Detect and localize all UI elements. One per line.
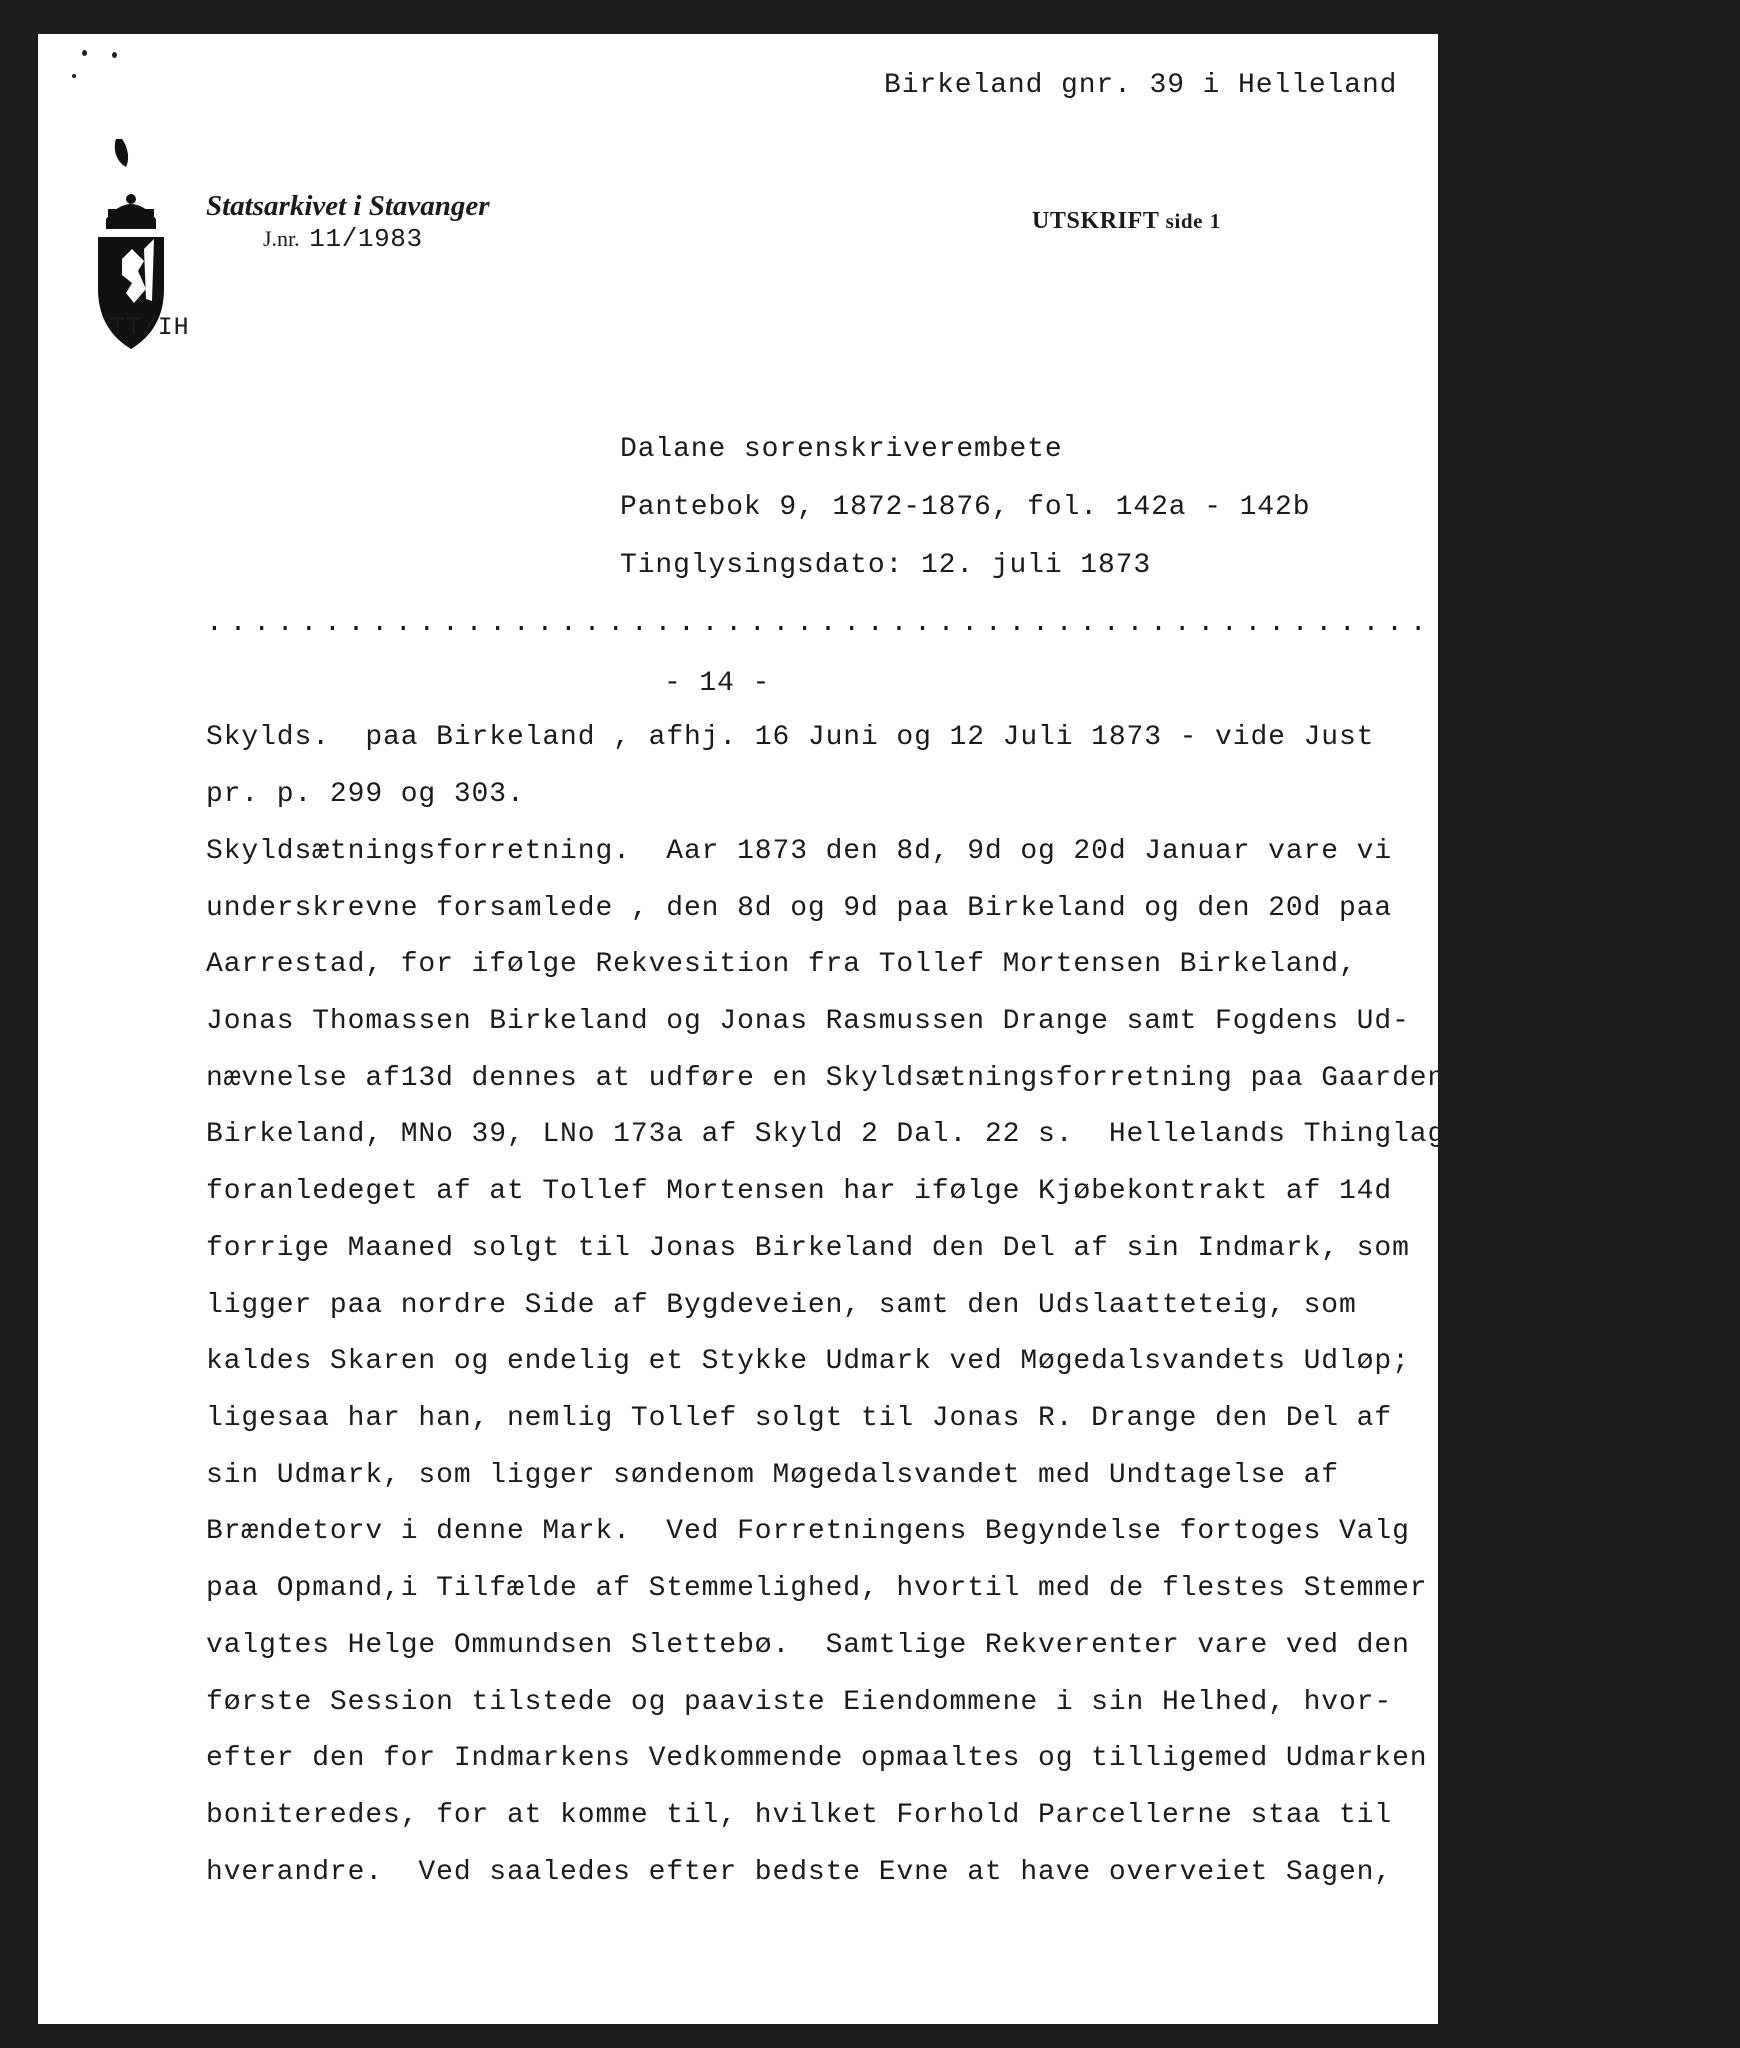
body-line: sin Udmark, som ligger søndenom Møgedalsvandet med Undtagelse af	[206, 1460, 1339, 1491]
body-line: valgtes Helge Ommundsen Slettebø. Samtlige Rekverenter vare ved den	[206, 1630, 1410, 1661]
document-page	[38, 34, 1740, 2024]
institution-name: Statsarkivet i Stavanger	[206, 190, 490, 222]
body-line: Skylds. paa Birkeland , afhj. 16 Juni og 12 Juli 1873 - vide Just	[206, 722, 1375, 753]
body-line: ligesaa har han, nemlig Tollef solgt til Jonas R. Drange den Del af	[206, 1403, 1393, 1434]
body-line: ligger paa nordre Side af Bygdeveien, samt den Udslaatteteig, som	[206, 1290, 1357, 1321]
journal-number-value: 11/1983	[309, 224, 423, 254]
entry-number: - 14 -	[664, 668, 771, 699]
body-line: boniteredes, for at komme til, hvilket Forhold Parcellerne staa til	[206, 1800, 1393, 1831]
journal-number	[263, 224, 423, 254]
body-line: hverandre. Ved saaledes efter bedste Evne at have overveiet Sagen,	[206, 1857, 1393, 1888]
property-reference: Birkeland gnr. 39 i Helleland	[884, 70, 1398, 101]
extract-page-label	[1032, 208, 1221, 235]
source-book: Pantebok 9, 1872-1876, fol. 142a - 142b	[620, 492, 1311, 523]
body-line: underskrevne forsamlede , den 8d og 9d paa Birkeland og den 20d paa	[206, 893, 1393, 924]
body-line: paa Opmand,i Tilfælde af Stemmelighed, hvortil med de flestes Stemmer	[206, 1573, 1428, 1604]
dotted-separator: .................................................................	[206, 608, 1740, 639]
source-office: Dalane sorenskriverembete	[620, 434, 1063, 465]
body-line: forrige Maaned solgt til Jonas Birkeland den Del af sin Indmark, som	[206, 1233, 1410, 1264]
extract-label: UTSKRIFT	[1032, 208, 1160, 234]
coat-of-arms-icon	[86, 89, 176, 289]
body-line: nævnelse af13d dennes at udføre en Skyldsætningsforretning paa Gaarden	[206, 1063, 1446, 1094]
journal-label: J.nr.	[263, 226, 300, 251]
registration-date: Tinglysingsdato: 12. juli 1873	[620, 550, 1152, 581]
body-line: kaldes Skaren og endelig et Stykke Udmark ved Møgedalsvandets Udløp;	[206, 1346, 1410, 1377]
scan-speck	[112, 52, 117, 58]
body-line: Skyldsætningsforretning. Aar 1873 den 8d, 9d og 20d Januar vare vi	[206, 836, 1393, 867]
body-line: Aarrestad, for ifølge Rekvesition fra Tollef Mortensen Birkeland,	[206, 949, 1357, 980]
side-label: side	[1165, 209, 1204, 233]
body-line: foranledeget af at Tollef Mortensen har ifølge Kjøbekontrakt af 14d	[206, 1176, 1393, 1207]
body-line: Birkeland, MNo 39, LNo 173a af Skyld 2 Dal. 22 s. Hellelands Thinglag,	[206, 1119, 1463, 1150]
body-line: Brændetorv i denne Mark. Ved Forretningens Begyndelse fortoges Valg	[206, 1516, 1410, 1547]
page-number: 1	[1209, 209, 1221, 233]
scan-speck	[72, 74, 76, 78]
body-line: første Session tilstede og paaviste Eiendommene i sin Helhed, hvor-	[206, 1687, 1393, 1718]
body-line: Jonas Thomassen Birkeland og Jonas Rasmussen Drange samt Fogdens Ud-	[206, 1006, 1410, 1037]
scan-speck	[82, 50, 87, 56]
body-line: pr. p. 299 og 303.	[206, 779, 525, 810]
body-line: efter den for Indmarkens Vedkommende opmaaltes og tilligemed Udmarken	[206, 1743, 1428, 1774]
clerk-initials: TT/IH	[110, 313, 190, 342]
